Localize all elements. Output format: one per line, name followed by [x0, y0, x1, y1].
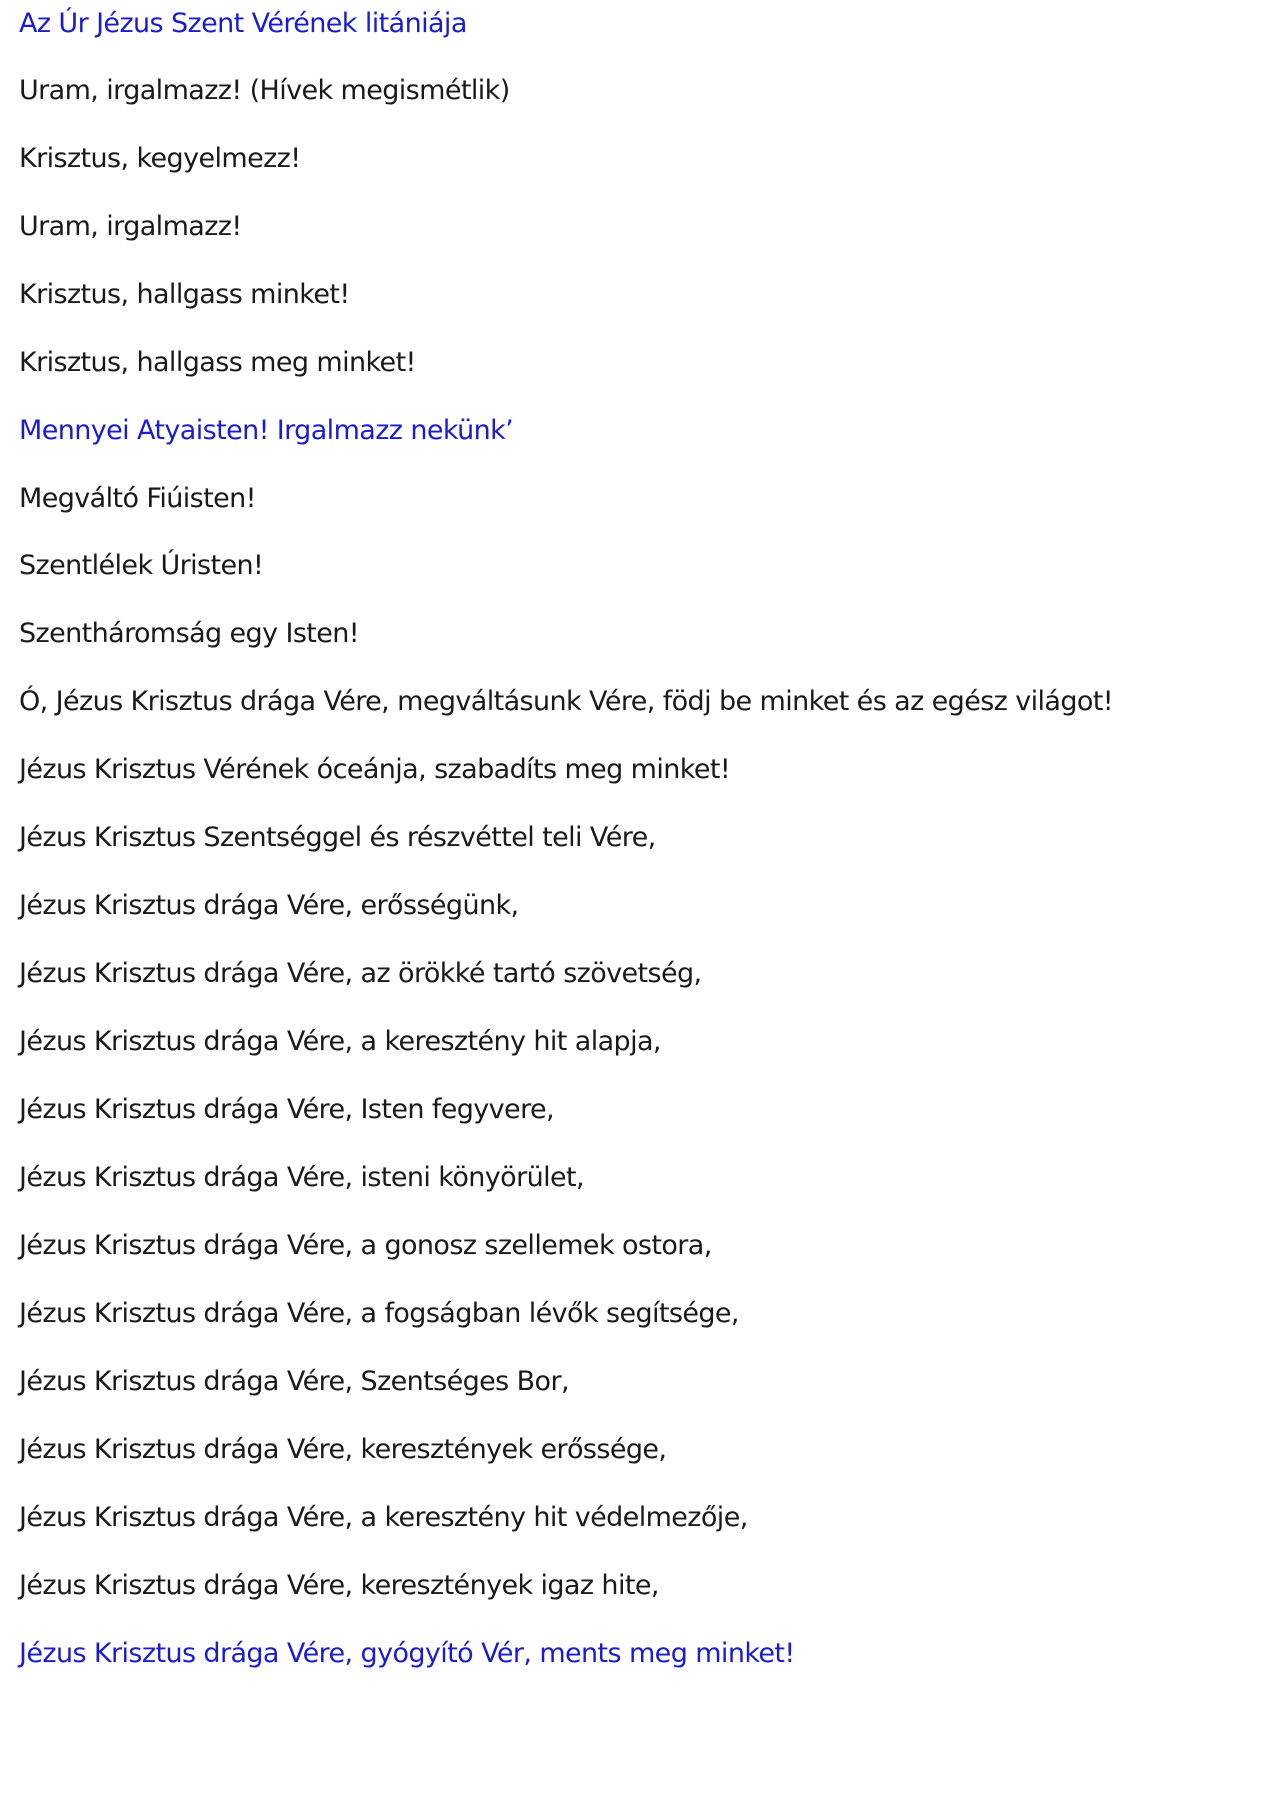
litany-line-5: Krisztus, hallgass meg minket! — [19, 347, 416, 378]
litany-line-13: Jézus Krisztus drága Vére, erősségünk, — [19, 890, 519, 921]
litany-line-7: Megváltó Fiúisten! — [19, 483, 256, 514]
litany-line-23: Jézus Krisztus drága Vére, keresztények igaz hite, — [19, 1570, 659, 1601]
litany-line-11: Jézus Krisztus Vérének óceánja, szabadíts meg minket! — [19, 754, 731, 785]
litany-line-10: Ó, Jézus Krisztus drága Vére, megváltásunk Vére, födj be minket és az egész világot! — [19, 686, 1114, 717]
litany-title: Az Úr Jézus Szent Vérének litániája — [19, 8, 467, 39]
litany-line-8: Szentlélek Úristen! — [19, 550, 264, 581]
litany-line-22: Jézus Krisztus drága Vére, a keresztény hit védelmezője, — [19, 1502, 748, 1533]
litany-line-9: Szentháromság egy Isten! — [19, 618, 360, 649]
litany-line-15: Jézus Krisztus drága Vére, a keresztény hit alapja, — [19, 1026, 661, 1057]
litany-line-21: Jézus Krisztus drága Vére, keresztények erőssége, — [19, 1434, 667, 1465]
litany-line-4: Krisztus, hallgass minket! — [19, 279, 350, 310]
litany-line-17: Jézus Krisztus drága Vére, isteni könyörület, — [19, 1162, 584, 1193]
litany-line-3: Uram, irgalmazz! — [19, 211, 242, 242]
litany-line-18: Jézus Krisztus drága Vére, a gonosz szellemek ostora, — [19, 1230, 712, 1261]
litany-line-6: Mennyei Atyaisten! Irgalmazz nekünk’ — [19, 415, 514, 446]
litany-line-2: Krisztus, kegyelmezz! — [19, 143, 301, 174]
litany-line-24: Jézus Krisztus drága Vére, gyógyító Vér, ments meg minket! — [19, 1638, 795, 1669]
litany-line-14: Jézus Krisztus drága Vére, az örökké tartó szövetség, — [19, 958, 702, 989]
litany-line-19: Jézus Krisztus drága Vére, a fogságban lévők segítsége, — [19, 1298, 739, 1329]
litany-line-12: Jézus Krisztus Szentséggel és részvéttel teli Vére, — [19, 822, 656, 853]
litany-line-16: Jézus Krisztus drága Vére, Isten fegyvere, — [19, 1094, 554, 1125]
litany-line-1: Uram, irgalmazz! (Hívek megismétlik) — [19, 75, 510, 106]
litany-line-20: Jézus Krisztus drága Vére, Szentséges Bor, — [19, 1366, 569, 1397]
